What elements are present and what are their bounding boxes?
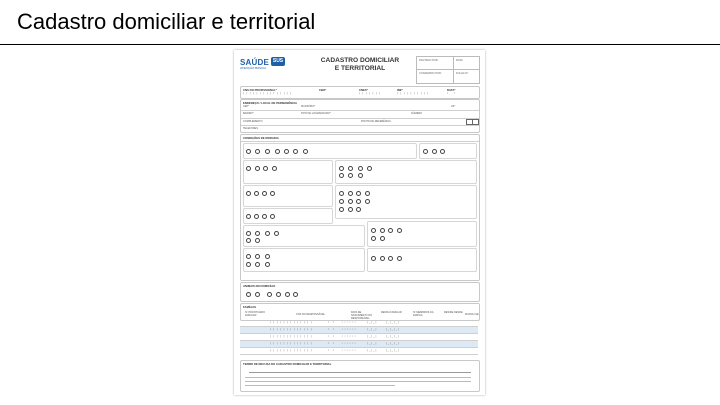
col-prontuario: Nº PRONTUÁRIO FAMILIAR: [245, 311, 266, 317]
termo-recusa-section: [240, 360, 480, 392]
title-underline: [0, 44, 720, 45]
col-nascimento: DATA DE NASCIMENTO DO RESPONSÁVEL: [351, 311, 373, 320]
field-municipio: MUNICÍPIO*: [301, 105, 316, 108]
logo-text: SAÚDE: [240, 58, 270, 67]
form-header: [240, 56, 478, 82]
animais-title: ANIMAIS NO DOMICÍLIO: [243, 284, 276, 288]
familias-title: FAMÍLIAS: [243, 305, 257, 309]
col-renda: RENDA FAMILIAR: [381, 311, 402, 314]
header-field-data: DATA:: [456, 59, 464, 62]
form-title-line1: CADASTRO DOMICILIAR: [320, 57, 400, 64]
field-bairro: BAIRRO*: [243, 112, 254, 115]
animais-section: [240, 282, 480, 302]
table-row: | | | | | | | | | | | | | / / ○○○○○○ |_|_| |_|_|_|: [240, 334, 478, 341]
logo-subtext: ATENÇÃO BÁSICA: [240, 66, 267, 70]
header-field-digitado: DIGITADO POR:: [419, 59, 439, 62]
field-cnes: CNES*: [359, 88, 368, 92]
sus-badge: SUS: [272, 58, 284, 64]
form-title: [308, 57, 412, 83]
field-cbo: CBO*: [319, 88, 327, 92]
condicoes-title: CONDIÇÕES DE MORADIA: [243, 136, 279, 140]
slide-title: Cadastro domiciliar e territorial: [17, 9, 316, 34]
form-image: [234, 50, 485, 395]
familias-table-header: [240, 303, 480, 321]
field-numero: NÚMERO: [411, 112, 423, 115]
table-row: | | | | | | | | | | | | | / / ○○○○○○ |_|_| |_|_|_|: [240, 348, 478, 355]
field-uf: UF*: [451, 105, 456, 108]
header-field-conferido: CONFERIDO POR:: [419, 72, 442, 75]
address-section: [240, 99, 480, 133]
termo-title: TERMO DE RECUSA DO CADASTRO DOMICILIAR E TERRITORIAL: [243, 362, 332, 366]
table-row: | | | | | | | | | | | | | / / ○○○○○○ |_|_| |_|_|_|: [240, 327, 478, 334]
form-title-line2: E TERRITORIAL: [334, 65, 386, 72]
table-row: | | | | | | | | | | | | | / / ○○○○○○ |_|_| |_|_|_|: [240, 341, 478, 348]
field-logradouro: TIPO DE LOGRADOURO*: [301, 112, 331, 115]
col-membros: Nº MEMBROS DA FAMÍLIA: [413, 311, 434, 317]
col-reside-desde: RESIDE DESDE: [444, 311, 463, 314]
header-control-box: [416, 56, 480, 84]
condicoes-moradia-section: [240, 134, 480, 281]
field-complemento: COMPLEMENTO: [243, 120, 263, 123]
field-ponto-referencia: PONTO DE REFERÊNCIA: [361, 120, 391, 123]
field-cep: CEP*: [243, 105, 250, 108]
col-cns-responsavel: CNS DO RESPONSÁVEL: [296, 313, 326, 316]
col-mudou-se: MUDOU-SE: [465, 313, 479, 316]
field-telefones: TELEFONES: [243, 127, 258, 130]
table-row: | | | | | | | | | | | | | / / ○○○○○○ |_|_| |_|_|_|: [240, 320, 478, 327]
address-section-title: ENDEREÇO / LOCAL DE PERMANÊNCIA: [243, 101, 298, 105]
field-cns-profissional: CNS DO PROFISSIONAL*: [243, 88, 277, 92]
field-ine: INE*: [397, 88, 403, 92]
professional-row: CNS DO PROFISSIONAL* CBO* CNES* INE* DATA* | | | | | | | | | | | | | | | | | | | | | | | | | | | | | | | | / /: [240, 86, 480, 99]
header-field-folha: FOLHA Nº:: [456, 72, 469, 75]
field-data: DATA*: [447, 88, 456, 92]
